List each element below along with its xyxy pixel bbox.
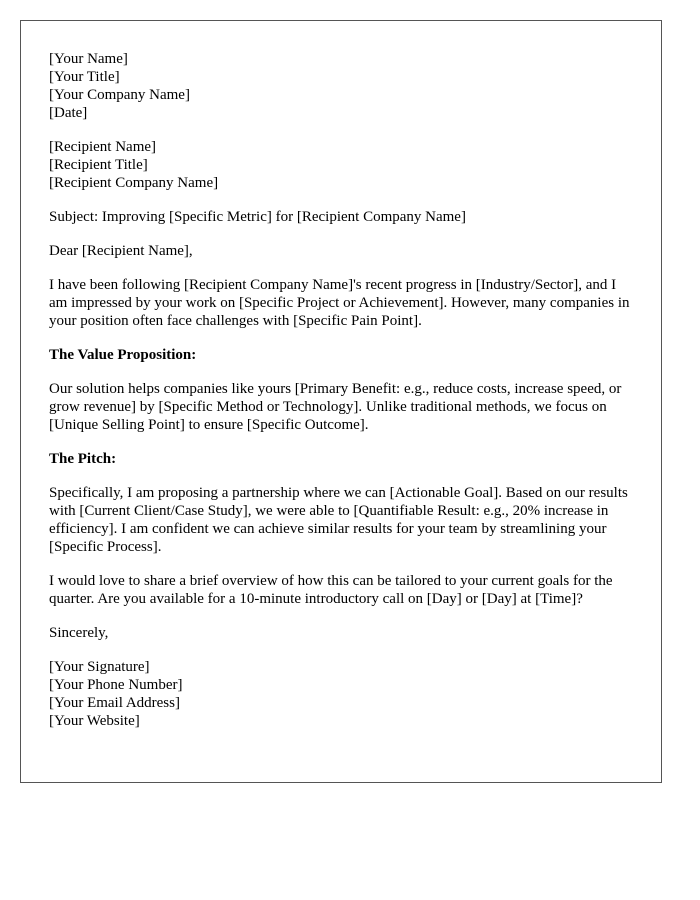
- signature-block: [49, 658, 633, 730]
- letter-page: [20, 20, 662, 783]
- subject-line: Subject: Improving [Specific Metric] for [Recipient Company Name]: [49, 209, 466, 225]
- pitch-heading: The Pitch:: [49, 451, 117, 467]
- value-proposition-heading: The Value Proposition:: [49, 347, 197, 363]
- pitch-paragraph: Specifically, I am proposing a partnership where we can [Actionable Goal]. Based on our results with [Current Client/Case Study], we were able to [Quantifiable Result: e.g., 20% increase in efficiency]. I am confident we can achieve similar results for your team by streamlining your [Specific Process].: [49, 485, 628, 555]
- email-address: [Your Email Address]: [49, 695, 180, 711]
- sender-company: [Your Company Name]: [49, 87, 190, 103]
- signature: [Your Signature]: [49, 659, 150, 675]
- closing-paragraph: I would love to share a brief overview of how this can be tailored to your current goals for the quarter. Are you available for a 10-minute introductory call on [Day] or [Day] at [Time]?: [49, 573, 613, 607]
- website: [Your Website]: [49, 713, 140, 729]
- signoff: Sincerely,: [49, 625, 109, 641]
- recipient-block: [49, 138, 633, 192]
- sender-title: [Your Title]: [49, 69, 120, 85]
- sender-name: [Your Name]: [49, 51, 128, 67]
- recipient-company: [Recipient Company Name]: [49, 175, 219, 191]
- sender-block: [49, 50, 633, 122]
- value-proposition-paragraph: Our solution helps companies like yours [Primary Benefit: e.g., reduce costs, increase speed, or grow revenue] by [Specific Method or Technology]. Unlike traditional methods, we focus on [Unique Selling Point] to ensure [Specific Outcome].: [49, 381, 622, 433]
- recipient-title: [Recipient Title]: [49, 157, 148, 173]
- recipient-name: [Recipient Name]: [49, 139, 157, 155]
- intro-paragraph: I have been following [Recipient Company Name]'s recent progress in [Industry/Sector], and I am impressed by your work on [Specific Project or Achievement]. However, many companies in your position often face challenges with [Specific Pain Point].: [49, 277, 630, 329]
- salutation: Dear [Recipient Name],: [49, 243, 193, 259]
- letter-date: [Date]: [49, 105, 88, 121]
- phone-number: [Your Phone Number]: [49, 677, 183, 693]
